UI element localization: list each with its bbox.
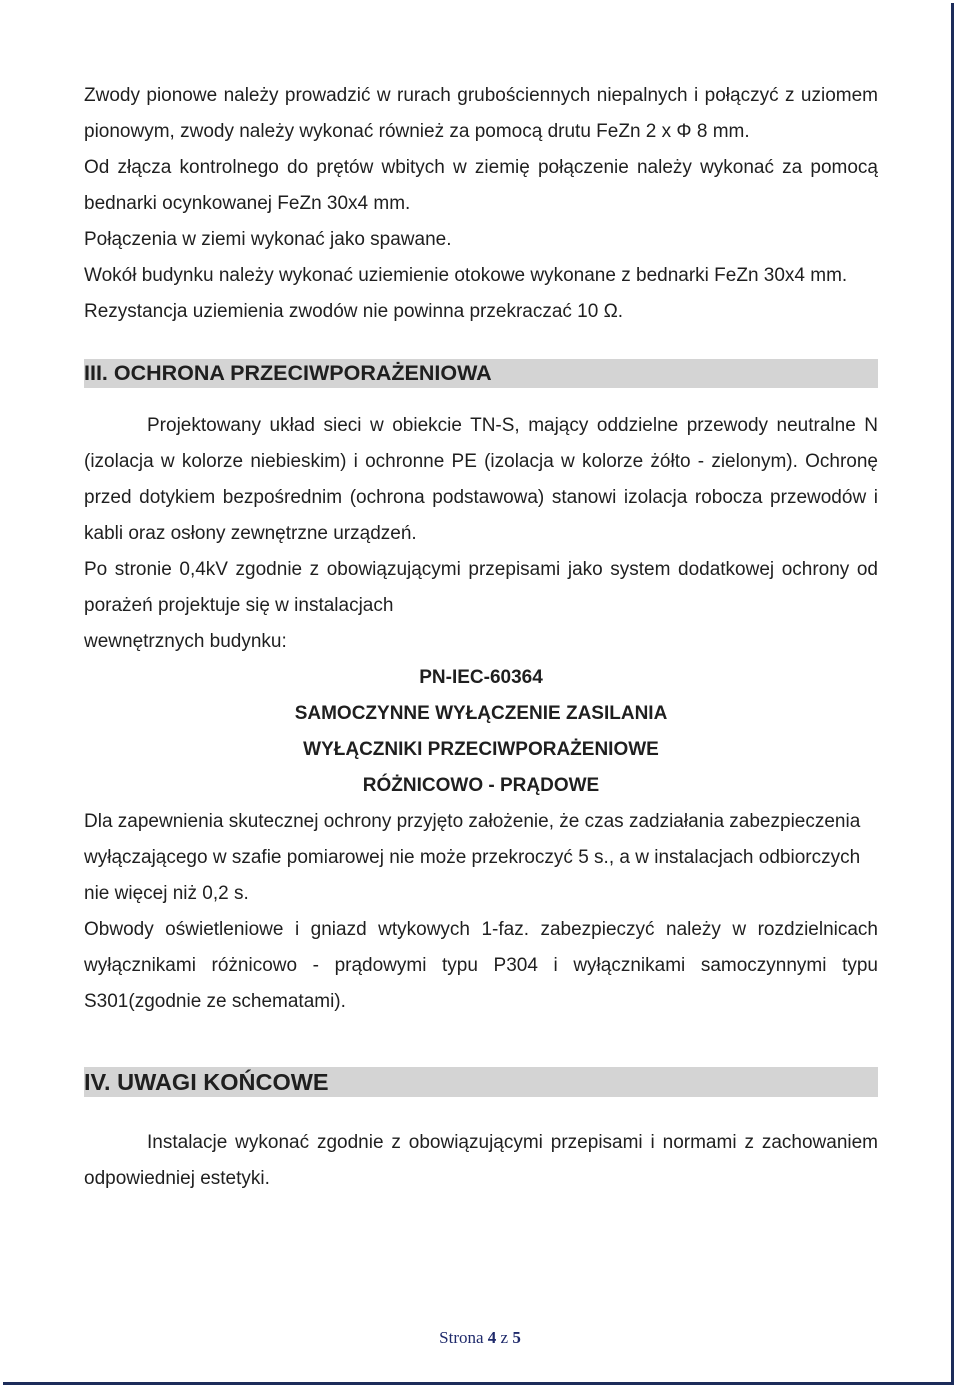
paragraph-wewnetrznych: wewnętrznych budynku: [84,631,287,652]
paragraph-instalacje: Instalacje wykonać zgodnie z obowiązującymi przepisami i normami z zachowaniem odpowiedniej estetyki. [84,1132,878,1189]
footer-page-total: 5 [512,1328,521,1347]
wylaczniki-przeciwporazeniowe: WYŁĄCZNIKI PRZECIWPORAŻENIOWE [303,739,659,760]
standard-pn-iec: PN-IEC-60364 [419,667,543,688]
footer-prefix: Strona [439,1328,484,1347]
paragraph-obwody: Obwody oświetleniowe i gniazd wtykowych 1-faz. zabezpieczyć należy w rozdzielnicach wyłącznikami różnicowo - prądowymi typu P304 i wyłącznikami samoczynnymi typu S301(zgodnie ze schematami). [84,919,878,1012]
section-heading-iii: III. OCHRONA PRZECIWPORAŻENIOWA [84,359,878,388]
page-content [84,78,878,1197]
samoczynne-wylaczenie: SAMOCZYNNE WYŁĄCZENIE ZASILANIA [294,703,668,724]
paragraph-uziemienie: Wokół budynku należy wykonać uziemienie otokowe wykonane z bednarki FeZn 30x4 mm. [84,265,848,286]
paragraph-zlacze: Od złącza kontrolnego do prętów wbitych w ziemię połączenie należy wykonać za pomocą bednarki ocynkowanej FeZn 30x4 mm. [84,157,878,214]
roznicowo-pradowe: RÓŻNICOWO - PRĄDOWE [362,775,600,796]
footer-separator: z [500,1328,509,1347]
paragraph-czas-zadzialania: Dla zapewnienia skutecznej ochrony przyjęto założenie, że czas zadziałania zabezpieczenia wyłączającego w szafie pomiarowej nie może przekroczyć 5 s., a w instalacjach odbiorczych nie więcej niż 0,2 s. [84,811,861,904]
paragraph-zwody: Zwody pionowe należy prowadzić w rurach grubościennych niepalnych i połączyć z uziomem pionowym, zwody należy wykonać również za pomocą drutu FeZn 2 x Φ 8 mm. [84,85,878,142]
paragraph-uklad-sieci: Projektowany układ sieci w obiekcie TN-S, mający oddzielne przewody neutralne N (izolacja w kolorze niebieskim) i ochronne PE (izolacja w kolorze żółto - zielonym). Ochronę przed dotykiem bezpośrednim (ochrona podstawowa) stanowi izolacja robocza przewodów i kabli oraz osłony zewnętrzne urządzeń. [84,415,878,544]
footer-page-number: 4 [487,1328,497,1347]
section-heading-iv: IV. UWAGI KOŃCOWE [84,1067,878,1097]
page-footer [0,1328,960,1348]
paragraph-po-stronie: Po stronie 0,4kV zgodnie z obowiązującymi przepisami jako system dodatkowej ochrony od porażeń projektuje się w instalacjach [84,559,878,616]
paragraph-rezystancja: Rezystancja uziemienia zwodów nie powinna przekraczać 10 Ω. [84,301,624,322]
paragraph-polaczenia: Połączenia w ziemi wykonać jako spawane. [84,229,452,250]
